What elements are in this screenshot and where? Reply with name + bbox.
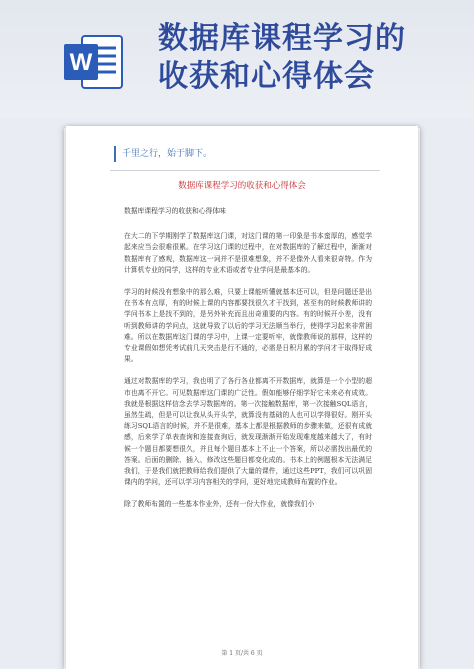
title-line-1: 数据库课程学习的 <box>158 21 406 56</box>
word-document-icon <box>62 30 126 94</box>
svg-text:W: W <box>69 49 93 76</box>
page-number: 第 1 页/共 6 页 <box>221 650 263 657</box>
document-quote: 千里之行，始于脚下。 <box>114 146 212 162</box>
banner <box>0 0 474 118</box>
paragraph: 数据库课程学习的收获和心得体味 <box>124 207 226 215</box>
paragraph: 学习的时候没有想象中的那么难，只要上课能听懂就基本还可以，但是问题还是出在书本有点厚，有的时候上课的内容都要找很久才干找到，甚至有的时候教师讲的学问书本上是找不到的，是另外补充而且出奇重要的内容。有的时候开小差，没有听到教师讲的学问点，这就导致了以后的学习无法顺当举行，使得学习起来非常困难。所以在数据库这门课的学习中，上课一定要听牢，就像教师说的那样，这样的专业课假如想凭考试前几天突击是行不通的，必需是日积月累的学问才干取得好成果。 <box>124 288 372 364</box>
paragraph: 通过对数据库的学习，我也明了了各行各业都离不开数据库，就算是一个小型的超市也离不开它。可见数据库这门课的广泛性。假如能够仔细学好它未来必有成效。我就是根据这样信念去学习数据库的。第一次接触数据库，第一次接触SQL语言，虽然生疏，但是可以让我从头开头学，就算没有基础的人也可以学得很好。刚开头练习SQL语言的时候，并不是很难，基本上都是根据教师的步骤来做，还很有成就感，后来学了单表查询和连接查询后，就发现渐渐开始发现难度越来越大了，有时候一个题目都要想很久，并且每个题目基本上不止一个答案，所以必需找出最优的答案。后面的删除、插入、修改这些题目都变化成的。书本上的例题根本无法满足我们，于是我们就把教师给我们提供了大量的课件，通过这些PPT，我们可以巩固课内的学问，还可以学习内容相关的学问，更好地完成教师布置的作业。 <box>124 377 372 487</box>
document-body <box>124 206 372 522</box>
page-title <box>158 20 458 96</box>
divider <box>110 170 380 171</box>
paragraph: 在大二的下学期刚学了数据库这门课，对这门课的第一印象是书本蛮厚的，感觉学起来应当会很难很累。在学习这门课的过程中，在对数据库的了解过程中，渐渐对数据库有了感观，数据库这一词并不是很难想象，并不是像外人看来很奇特。作为计算机专业的同学，这样的专业术语或者专业学问是最基本的。 <box>124 232 372 274</box>
paragraph: 除了教师布置的一些基本作业外，还有一份大作业，就像我们小 <box>124 500 315 509</box>
document-title: 数据库课程学习的收获和心得体会 <box>178 181 306 191</box>
title-line-2: 收获和心得体会 <box>158 59 375 94</box>
document-page <box>66 126 418 669</box>
